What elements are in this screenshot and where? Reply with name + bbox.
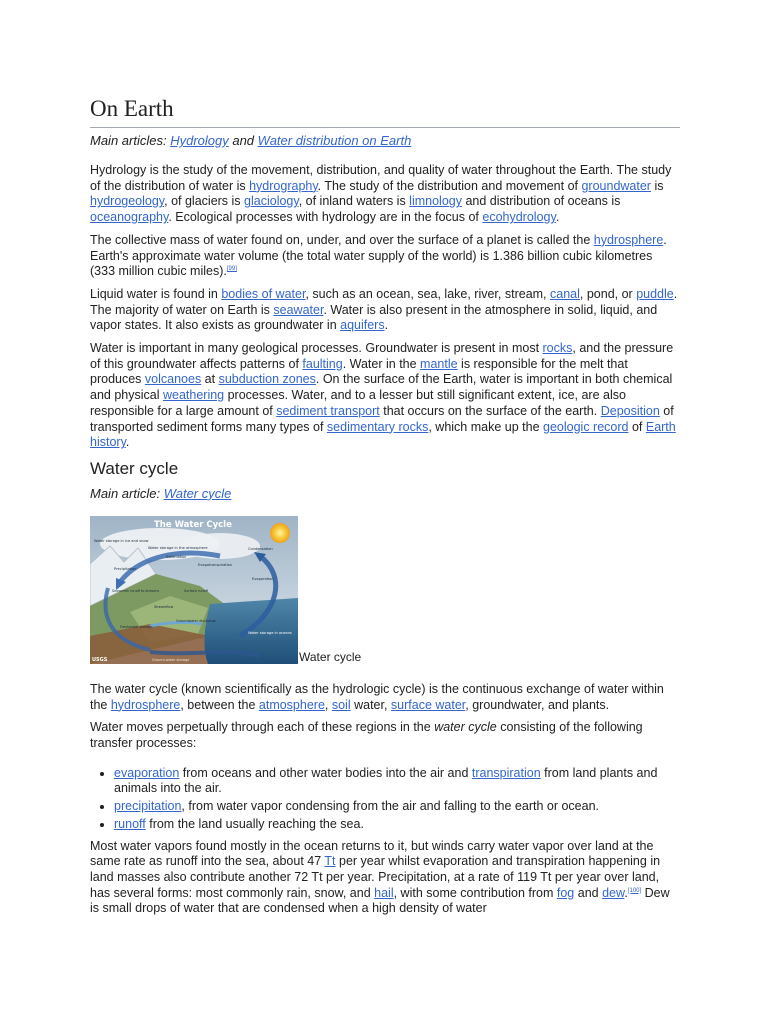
inline-link[interactable]: volcanoes (144, 372, 202, 387)
text-run: The collective mass of water found on, under, and over the surface of a planet is called the (90, 232, 594, 247)
inline-link[interactable]: groundwater (581, 178, 651, 193)
diagram-label: Water storage in ice and snow (94, 538, 149, 543)
diagram-label: Surface runoff (184, 588, 209, 593)
sun-icon (270, 523, 290, 543)
paragraph-hydrology (90, 163, 680, 226)
inline-link[interactable]: sediment transport (276, 403, 380, 418)
text-run: . Ecological processes with hydrology are in the focus of (168, 210, 483, 225)
text-run: at (201, 372, 219, 387)
text-run: consisting of the following transfer processes: (90, 720, 643, 751)
inline-link[interactable]: canal (550, 286, 580, 301)
inline-link[interactable]: soil (331, 697, 351, 712)
text-run: , and the pressure of this groundwater affects patterns of (90, 341, 674, 371)
text-run: Most water vapors found mostly in the ocean returns to it, but winds carry water vapor over land at the same rate as runoff into the sea, about 47 (90, 838, 654, 869)
diagram-label: Streamflow (154, 604, 174, 609)
text-run: , with some contribution from (393, 885, 557, 900)
diagram-title: The Water Cycle (154, 519, 232, 530)
list-item-evaporation (114, 766, 680, 797)
inline-link[interactable]: transpiration (471, 765, 541, 780)
text-run: . (555, 210, 560, 225)
inline-link[interactable]: oceanography (90, 210, 169, 225)
inline-link[interactable]: glaciology (244, 194, 299, 209)
citation (227, 266, 237, 272)
paragraph-liquid-water (90, 287, 680, 334)
paragraph-water-cycle-definition (90, 682, 680, 713)
section-heading-water-cycle: Water cycle (90, 458, 179, 478)
text-run: . The study of the distribution and movement of (317, 178, 582, 193)
inline-link[interactable]: hail (374, 885, 394, 900)
usgs-logo: USGS (92, 656, 108, 663)
article-content (90, 94, 680, 924)
list-item-runoff (114, 817, 680, 833)
link-hydrology[interactable]: Hydrology (170, 133, 229, 148)
text-run: is (650, 178, 664, 193)
diagram-label: Freshwater storage (120, 624, 153, 629)
text-run: per year whilst evaporation and transpiration happening in land masses also contribute another 72 Tt per year. Precipitation, at a rate of 119 Tt per year over land, has several forms: most commonly rain, snow, and (90, 854, 661, 900)
inline-link[interactable]: fog (556, 885, 575, 900)
diagram-label: Water storage in the atmosphere (148, 545, 208, 550)
text-run: . Water in the (342, 356, 421, 371)
text-run: , such as an ocean, sea, lake, river, stream, (305, 286, 550, 301)
diagram-label: Water storage in oceans (248, 630, 292, 635)
text-run: . (624, 885, 628, 900)
inline-link[interactable]: Tt (324, 854, 336, 869)
transfer-process-list (90, 766, 680, 833)
diagram-label: Evapotranspiration (198, 562, 233, 567)
text-run: and distribution of oceans is (461, 194, 621, 209)
diagram-label: Sublimation (166, 554, 187, 559)
hatnote-prefix: Main articles: (90, 133, 171, 148)
diagram-label: Snowmelt runoff to streams (112, 588, 160, 593)
inline-link[interactable]: atmosphere (258, 697, 325, 712)
text-run: that occurs on the surface of the earth. (379, 403, 601, 418)
text-run: , of inland waters is (298, 194, 410, 209)
citation-link[interactable]: [99] (226, 266, 237, 273)
diagram-label: Evaporation (252, 576, 274, 581)
text-run: , groundwater, and plants. (465, 697, 610, 712)
text-run: from land plants and animals into the air. (114, 765, 658, 796)
text-run: Water moves perpetually through each of these regions in the (90, 720, 435, 735)
inline-link[interactable]: hydrosphere (593, 232, 664, 247)
text-run: Water is important in many geological processes. Groundwater is present in most (90, 341, 543, 356)
diagram-label: Condensation (248, 546, 273, 551)
text-run: Liquid water is found in (90, 286, 222, 301)
italic-text: water cycle (434, 720, 497, 735)
inline-link[interactable]: hydrography (249, 178, 318, 193)
hatnote-main-articles (90, 132, 680, 149)
text-run: The water cycle (known scientifically as the hydrologic cycle) is the continuous exchange of water within the (90, 681, 664, 712)
text-run: from oceans and other water bodies into the air and (179, 765, 472, 780)
inline-link[interactable]: precipitation (114, 799, 182, 814)
inline-link[interactable]: seawater (273, 302, 324, 317)
inline-link[interactable]: Deposition (600, 403, 660, 418)
inline-link[interactable]: surface water (390, 697, 466, 712)
text-run: , (324, 697, 332, 712)
inline-link[interactable]: ecohydrology (482, 210, 556, 225)
paragraph-water-vapor (90, 839, 680, 918)
paragraph-geological-processes (90, 341, 680, 451)
link-water-cycle[interactable]: Water cycle (163, 485, 232, 501)
hatnote-main-article (90, 485, 680, 502)
inline-link[interactable]: sedimentary rocks (326, 419, 429, 434)
text-run: . Earth's approximate water volume (the total water supply of the world) is 1.386 billion cubic kilometres (333 million cubic miles). (90, 232, 667, 279)
inline-link[interactable]: geologic record (543, 419, 629, 434)
inline-link[interactable]: bodies of water (221, 286, 306, 301)
inline-link[interactable]: faulting (302, 356, 343, 371)
text-run: is responsible for the melt that produces (90, 356, 628, 387)
text-run: . The majority of water on Earth is (90, 286, 678, 317)
text-run: from the land usually reaching the sea. (145, 816, 364, 831)
inline-link[interactable]: hydrogeology (90, 194, 165, 209)
inline-link[interactable]: limnology (409, 194, 462, 209)
citation (628, 888, 641, 894)
text-run: , pond, or (579, 286, 637, 301)
text-run: , between the (180, 697, 259, 712)
figure-water-cycle (90, 516, 680, 664)
diagram-label: Groundwater discharge (176, 618, 216, 623)
inline-link[interactable]: hydrosphere (110, 697, 181, 712)
diagram-label: Precipitation (114, 566, 137, 571)
diagram-label: Ground-water storage (152, 657, 190, 662)
text-run: . (125, 435, 130, 450)
text-run: of (628, 419, 646, 434)
text-run: and (574, 885, 603, 900)
inline-link[interactable]: subduction zones (218, 372, 316, 387)
text-run: processes. Water, and to a lesser but still significant extent, ice, are also responsible for a large amount of (90, 388, 626, 418)
inline-link[interactable]: rocks (542, 341, 573, 356)
paragraph-transfer-processes (90, 720, 680, 751)
section-heading-on-earth: On Earth (90, 94, 680, 128)
inline-link[interactable]: aquifers (340, 318, 385, 333)
link-water-distribution[interactable]: Water distribution on Earth (257, 133, 412, 148)
list-item-precipitation (114, 799, 680, 815)
text-run: . Water is also present in the atmosphere in solid, liquid, and vapor states. It also exists as groundwater in (90, 302, 658, 333)
water-cycle-diagram-image[interactable] (90, 516, 298, 664)
inline-link[interactable]: puddle (636, 286, 674, 301)
hatnote-and: and (228, 133, 258, 148)
inline-link[interactable]: runoff (114, 816, 146, 831)
figure-caption: Water cycle (299, 649, 362, 664)
inline-link[interactable]: weathering (162, 388, 225, 403)
text-run: . On the surface of the Earth, water is important in both chemical and physical (90, 372, 673, 403)
text-run: , which make up the (428, 419, 544, 434)
text-run: . (384, 318, 389, 333)
inline-link[interactable]: Earth history (90, 419, 676, 450)
inline-link[interactable]: evaporation (114, 765, 180, 780)
text-run: Hydrology is the study of the movement, distribution, and quality of water throughout the Earth. The study of the distribution of water is (90, 163, 672, 193)
inline-link[interactable]: dew (602, 885, 625, 900)
inline-link[interactable]: mantle (420, 356, 458, 371)
text-run: , of glaciers is (164, 194, 245, 209)
text-run: , from water vapor condensing from the air and falling to the earth or ocean. (181, 799, 599, 814)
citation-link[interactable]: [100] (627, 887, 642, 894)
text-run: water, (350, 697, 391, 712)
paragraph-hydrosphere (90, 233, 680, 280)
text-run: Dew is small drops of water that are condensed when a high density of water (90, 885, 670, 916)
hatnote-prefix: Main article: (90, 485, 164, 501)
text-run: of transported sediment forms many types of (90, 403, 674, 434)
